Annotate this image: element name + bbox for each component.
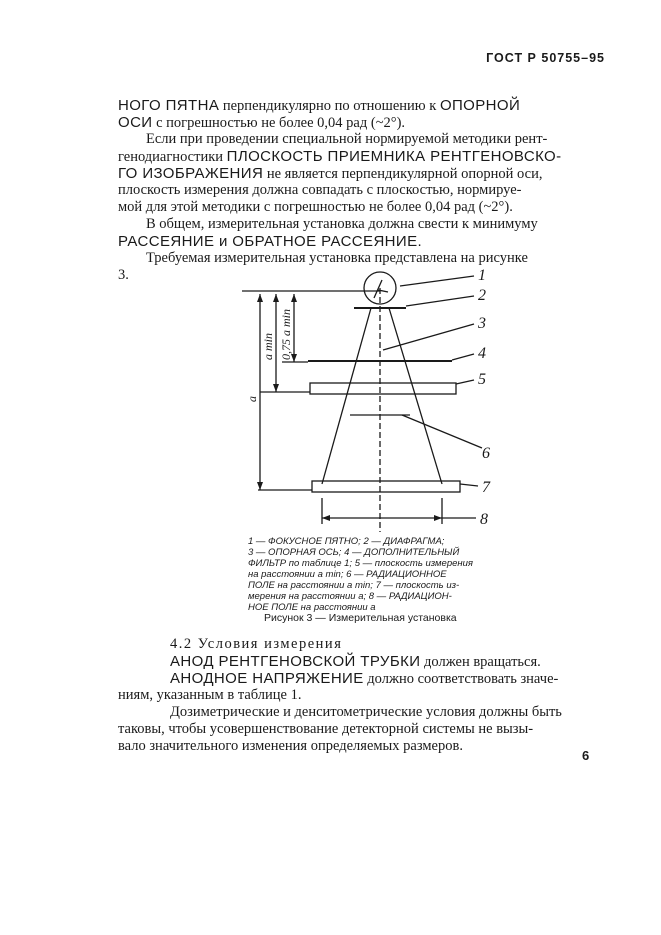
paragraph-line <box>118 653 596 671</box>
figure-caption: Рисунок 3 — Измерительная установка <box>264 612 457 624</box>
figure-label-7: 7 <box>482 479 490 496</box>
paragraph-line <box>118 97 596 115</box>
term-caps: НОГО ПЯТНА <box>118 97 220 114</box>
leader-7 <box>460 484 478 486</box>
leader-3 <box>383 324 474 350</box>
paragraph-line <box>118 165 596 183</box>
page-number: 6 <box>582 748 590 763</box>
figure-label-1: 1 <box>478 267 486 284</box>
text-span: генодиагностики <box>118 149 227 165</box>
measurement-plane-a <box>312 481 460 492</box>
document-number: ГОСТ Р 50755–95 <box>486 51 605 65</box>
paragraph-line: Если при проведении специальной нормируемой методики рент- <box>146 131 548 147</box>
section-title: Условия измерения <box>197 636 343 652</box>
paragraph-line: В общем, измерительная установка должна свести к минимуму <box>146 216 538 232</box>
legend-line: на расстоянии a min; 6 — РАДИАЦИОННОЕ <box>248 569 447 580</box>
legend-line: ПОЛЕ на расстоянии a min; 7 — плоскость из- <box>248 580 460 591</box>
figure-label-6: 6 <box>482 445 490 462</box>
term-caps: ПЛОСКОСТЬ ПРИЕМНИКА РЕНТГЕНОВСКО- <box>226 148 562 165</box>
legend-line: 1 — ФОКУСНОЕ ПЯТНО; 2 — ДИАФРАГМА; <box>248 536 445 547</box>
text-span: не является перпендикулярной опорной оси, <box>263 166 543 182</box>
leader-5 <box>456 380 474 384</box>
term-caps: ОПОРНОЙ <box>439 97 521 114</box>
figure-label-8: 8 <box>480 511 488 528</box>
section-number: 4.2 <box>170 636 193 652</box>
figure-label-4: 4 <box>478 345 486 362</box>
paragraph-line: плоскость измерения должна совпадать с плоскостью, нормируе- <box>118 182 522 198</box>
paragraph-line: Требуемая измерительная установка представлена на рисунке <box>146 250 528 266</box>
legend-line: НОЕ ПОЛЕ на расстоянии a <box>248 602 376 613</box>
text-span: должен вращаться. <box>420 654 541 670</box>
section-heading <box>118 636 596 653</box>
measurement-setup-figure <box>230 262 510 532</box>
anode-mark <box>374 280 388 298</box>
legend-line: ФИЛЬТР по таблице 1; 5 — плоскость измерения <box>248 558 473 569</box>
text-span: должно соответствовать значе- <box>363 671 559 687</box>
paragraph-line <box>118 148 596 166</box>
term-caps: ОСИ <box>118 114 153 131</box>
legend-line: мерения на расстоянии a; 8 — РАДИАЦИОН- <box>248 591 452 602</box>
paragraph-line: таковы, чтобы усовершенствование детекторной системы не вызы- <box>118 721 534 737</box>
cone-edge-left <box>322 308 371 484</box>
text-span: с погрешностью не более 0,04 рад (~2°). <box>152 115 406 131</box>
leader-4 <box>452 354 474 360</box>
leader-1 <box>400 276 474 286</box>
dimension-a-label: a <box>245 396 259 402</box>
cone-edge-right <box>389 308 442 484</box>
legend-line: 3 — ОПОРНАЯ ОСЬ; 4 — ДОПОЛНИТЕЛЬНЫЙ <box>248 547 460 558</box>
text-span: перпендикулярно по отношению к <box>219 98 440 114</box>
figure-label-5: 5 <box>478 371 486 388</box>
paragraph-line: РАССЕЯНИЕ и ОБРАТНОЕ РАССЕЯНИЕ. <box>118 233 423 250</box>
term-caps: АНОДНОЕ НАПРЯЖЕНИЕ <box>170 670 364 687</box>
paragraph-line <box>118 114 596 132</box>
dimension-075amin-label: 0,75 a min <box>279 309 293 360</box>
figure-label-2: 2 <box>478 287 486 304</box>
paragraph-line: Дозиметрические и денситометрические условия должны быть <box>170 704 562 720</box>
measurement-plane-amin <box>310 383 456 394</box>
term-caps: АНОД РЕНТГЕНОВСКОЙ ТРУБКИ <box>170 653 421 670</box>
leader-6 <box>402 415 482 448</box>
term-caps: ГО ИЗОБРАЖЕНИЯ <box>118 165 264 182</box>
paragraph-line: ниям, указанным в таблице 1. <box>118 687 302 703</box>
paragraph-line: вало значительного изменения определяемых размеров. <box>118 738 463 754</box>
paragraph-line: 3. <box>118 267 129 283</box>
figure-legend <box>248 536 504 613</box>
paragraph-line <box>118 670 596 688</box>
figure-label-3: 3 <box>478 315 486 332</box>
leader-2 <box>406 296 474 306</box>
dimension-amin-label: a min <box>261 333 275 360</box>
paragraph-line: мой для этой методики с погрешностью не более 0,04 рад (~2°). <box>118 199 513 215</box>
